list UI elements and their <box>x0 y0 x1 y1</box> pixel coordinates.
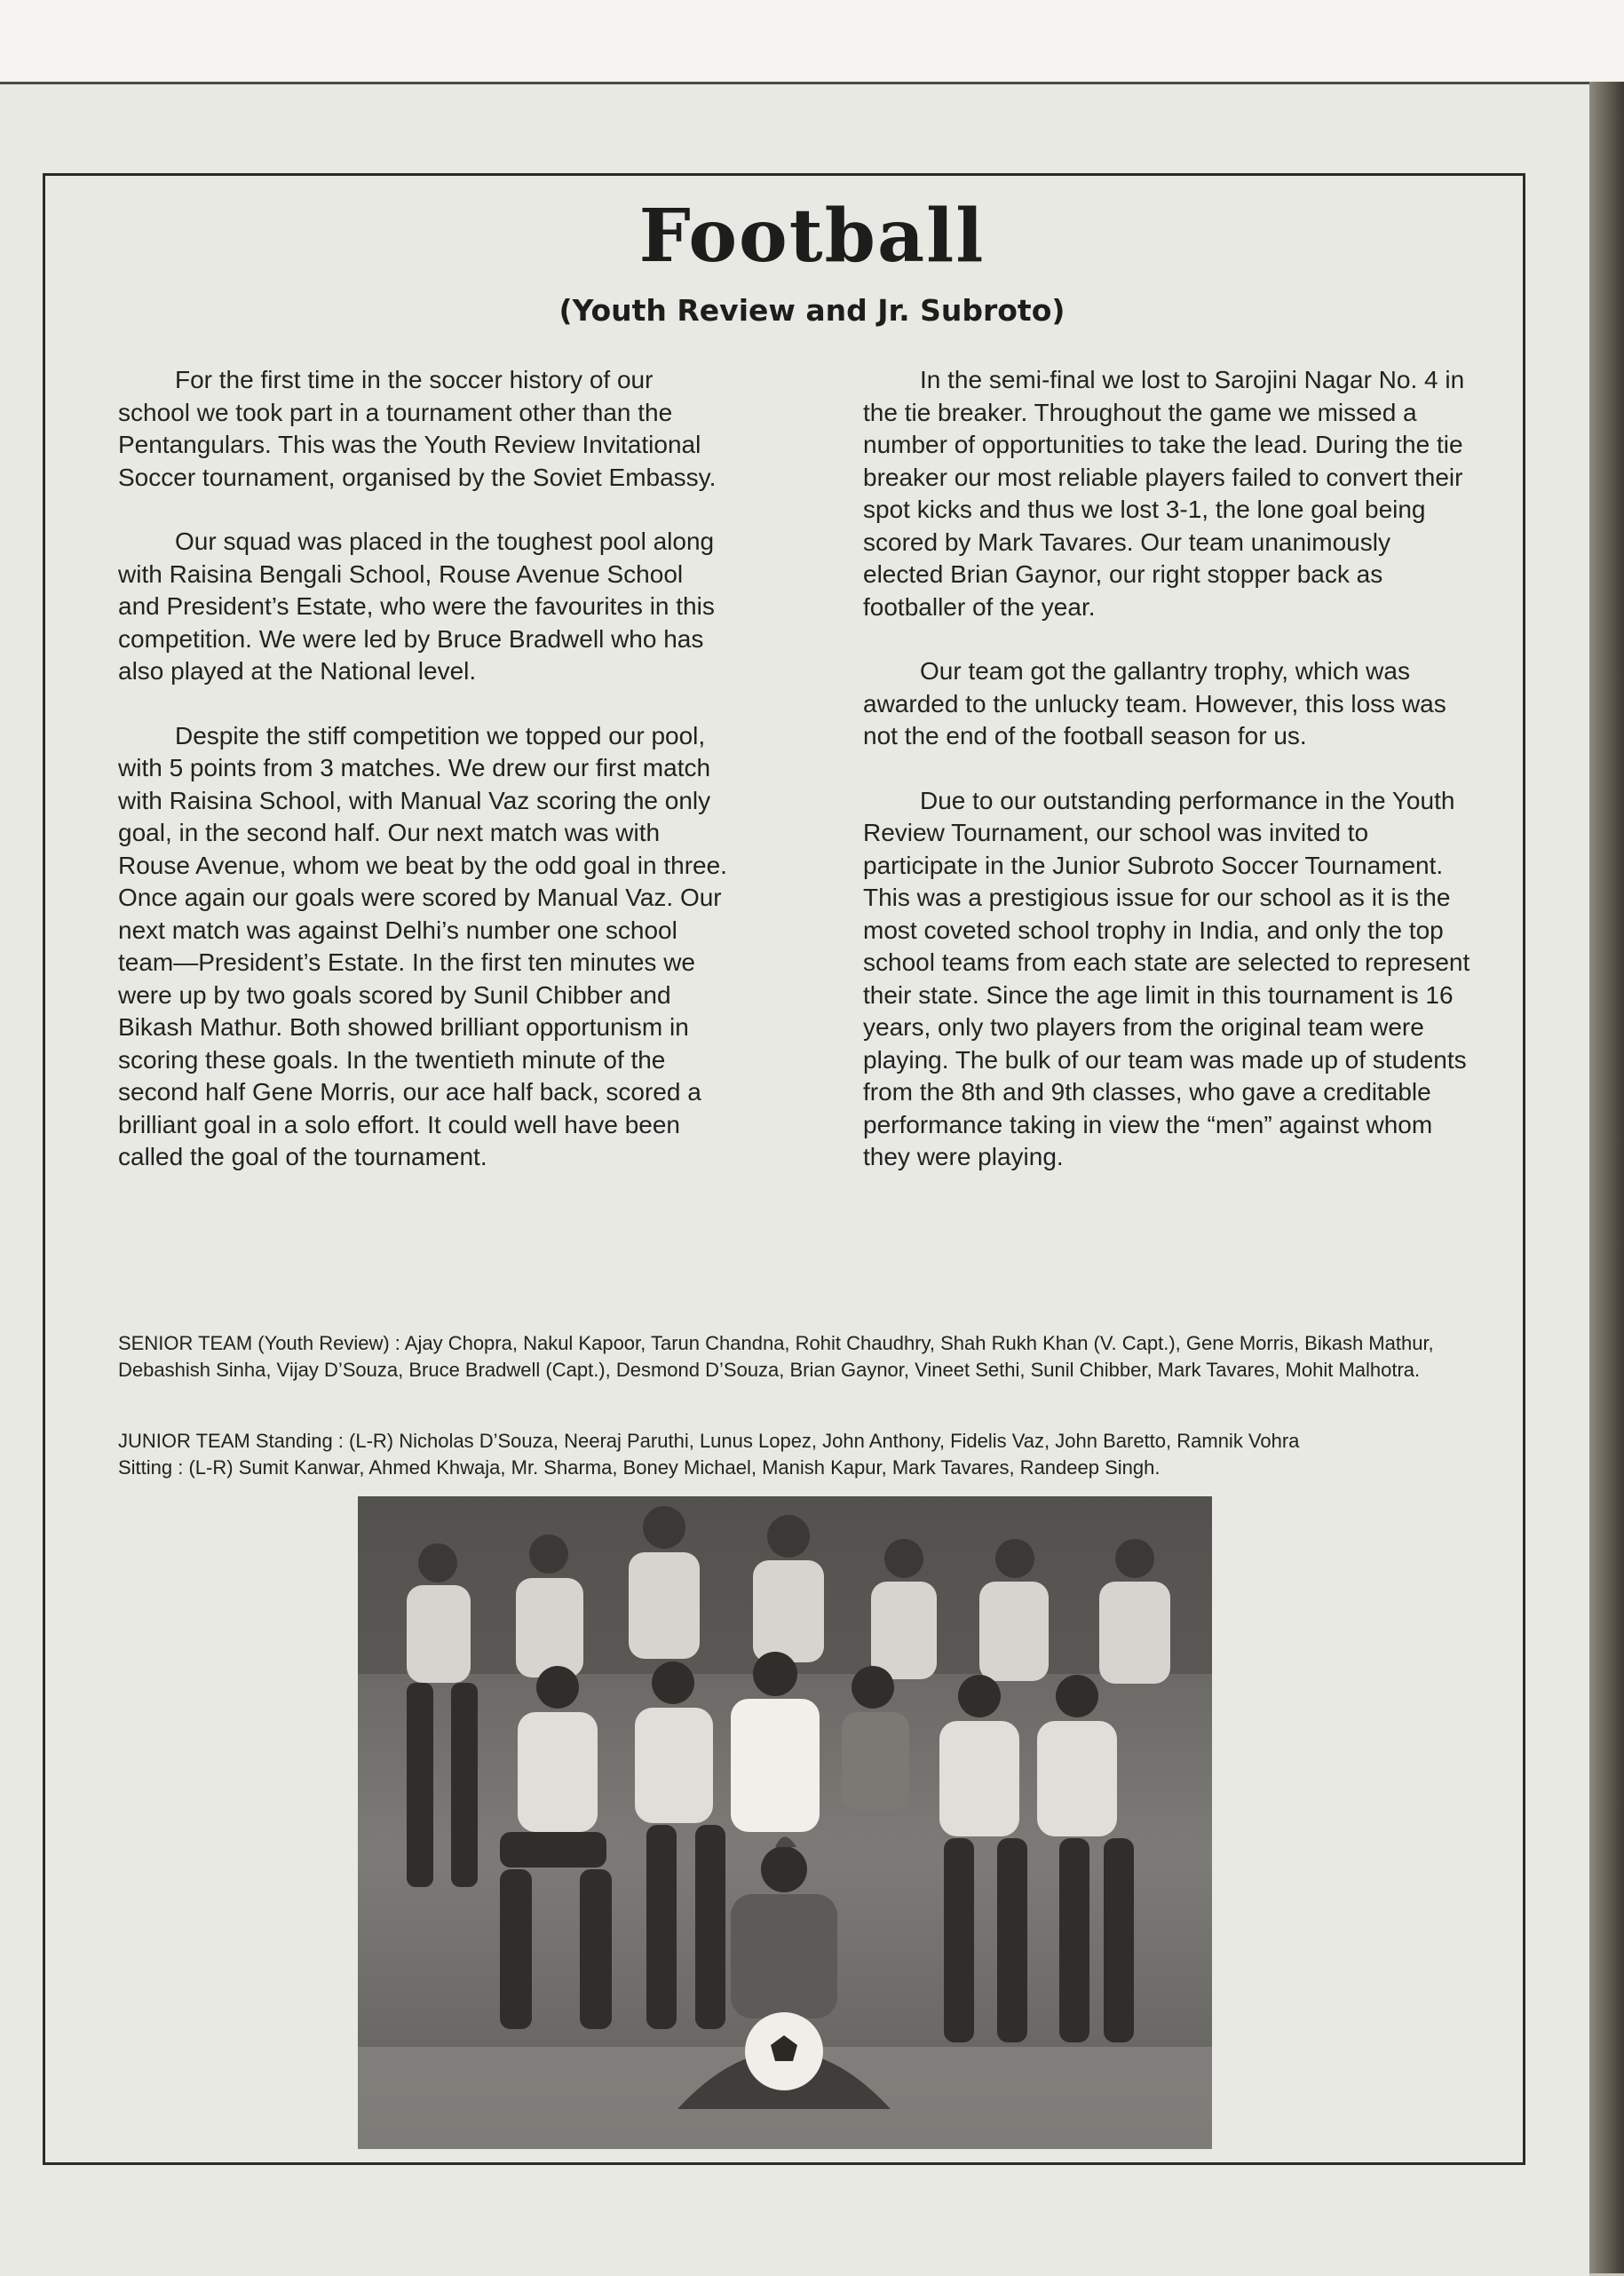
junior-sitting-roster: Sitting : (L-R) Sumit Kanwar, Ahmed Khwaja, Mr. Sharma, Boney Michael, Manish Kapur, Mark Tavares, Randeep Singh. <box>118 1456 1161 1479</box>
right-text-column <box>863 364 1476 1206</box>
left-text-column <box>118 364 731 1206</box>
scan-background <box>0 0 1624 82</box>
book-binding <box>1589 82 1624 2273</box>
paragraph: Despite the stiff competition we topped our pool, with 5 points from 3 matches. We drew our first match with Raisina School, with Manual Vaz scoring the only goal, in the second half. Our next match was with Rouse Avenue, whom we beat by the odd goal in three. Once again our goals were scored by Manual Vaz. Our next match was against Delhi’s number one school team—President’s Estate. In the first ten minutes we were up by two goals scored by Sunil Chibber and Bikash Mathur. Both showed brilliant opportunism in scoring these goals. In the twentieth minute of the second half Gene Morris, our ace half back, scored a brilliant goal in a solo effort. It could well have been called the goal of the tournament. <box>118 721 727 1170</box>
junior-standing-roster: JUNIOR TEAM Standing : (L-R) Nicholas D’Souza, Neeraj Paruthi, Lunus Lopez, John Anthony, Fidelis Vaz, John Baretto, Ramnik Vohra <box>118 1430 1300 1452</box>
senior-team-roster: SENIOR TEAM (Youth Review) : Ajay Chopra, Nakul Kapoor, Tarun Chandna, Rohit Chaudhry, Shah Rukh Khan (V. Capt.), Gene Morris, Bikash Mathur, Debashish Sinha, Vijay D’Souza, Bruce Bradwell (Capt.), Desmond D’Souza, Brian Gaynor, Vineet Sethi, Sunil Chibber, Mark Tavares, Mohit Malhotra. <box>118 1332 1434 1381</box>
junior-team-roster <box>118 1428 1450 1481</box>
article-subtitle: (Youth Review and Jr. Subroto) <box>558 293 1066 328</box>
paragraph: For the first time in the soccer history of our school we took part in a tournament other than the Pentangulars. This was the Youth Review Invitational Soccer tournament, organised by the Soviet Embassy. <box>118 366 717 491</box>
team-photo <box>358 1496 1212 2149</box>
article-title: Football <box>638 194 986 279</box>
paragraph: Due to our outstanding performance in the Youth Review Tournament, our school was invited to participate in the Junior Subroto Soccer Tournament. This was a prestigious issue for our school as it is the most coveted school trophy in India, and only the top school teams from each state are selected to represent their state. Since the age limit in this tournament is 16 years, only two players from the original team were playing. The bulk of our team was made up of students from the 8th and 9th classes, who gave a creditable performance taking in view the “men” against whom they were playing. <box>863 786 1470 1170</box>
paragraph: In the semi-final we lost to Sarojini Nagar No. 4 in the tie breaker. Throughout the game we missed a number of opportunities to take the lead. During the tie breaker our most reliable players failed to convert their spot kicks and thus we lost 3-1, the lone goal being scored by Mark Tavares. Our team unanimously elected Brian Gaynor, our right stopper back as footballer of the year. <box>863 366 1465 621</box>
paragraph: Our team got the gallantry trophy, which was awarded to the unlucky team. However, this loss was not the end of the football season for us. <box>863 657 1446 749</box>
paragraph: Our squad was placed in the toughest pool along with Raisina Bengali School, Rouse Avenue School and President’s Estate, who were the favourites in this competition. We were led by Bruce Bradwell who has also played at the National level. <box>118 527 715 685</box>
team-photo-illustration <box>358 1496 1212 2149</box>
